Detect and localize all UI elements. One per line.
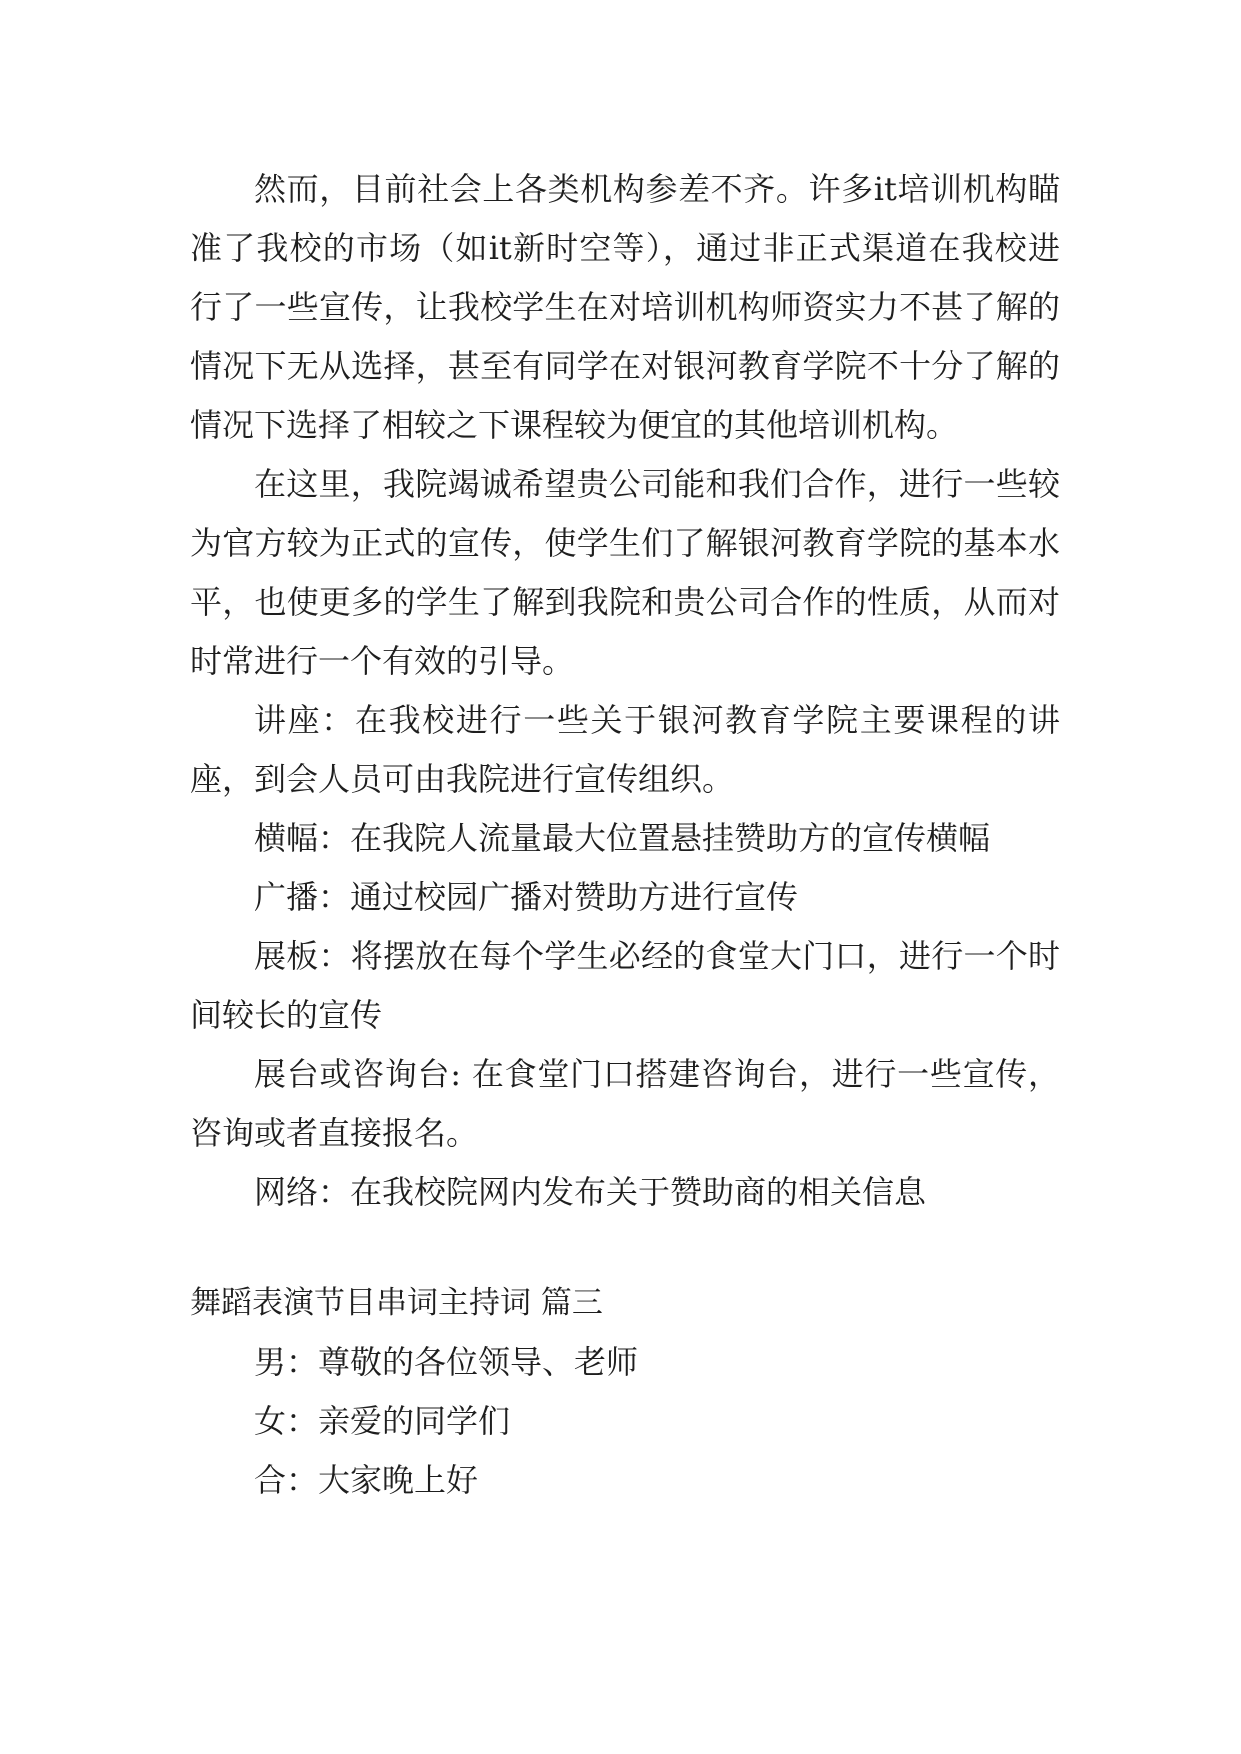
host-line-female: 女：亲爱的同学们: [254, 1402, 511, 1440]
document-body: [190, 160, 1060, 1510]
paragraph-consultation-desk: 展台或咨询台: 在食堂门口搭建咨询台，进行一些宣传，咨询或者直接报名。: [190, 1055, 1060, 1152]
host-line-together: 合：大家晚上好: [254, 1461, 479, 1499]
paragraph-broadcast: 广播：通过校园广播对赞助方进行宣传: [254, 878, 799, 916]
paragraph-banner: 横幅：在我院人流量最大位置悬挂赞助方的宣传横幅: [254, 819, 991, 857]
section-heading: 舞蹈表演节目串词主持词 篇三: [190, 1285, 603, 1321]
paragraph-lecture: 讲座：在我校进行一些关于银河教育学院主要课程的讲座，到会人员可由我院进行宣传组织。: [190, 701, 1060, 798]
host-line-male: 男：尊敬的各位领导、老师: [254, 1343, 639, 1381]
paragraph-display-board: 展板：将摆放在每个学生必经的食堂大门口，进行一个时间较长的宣传: [190, 937, 1060, 1034]
paragraph-cooperation-request: 在这里，我院竭诚希望贵公司能和我们合作，进行一些较为官方较为正式的宣传，使学生们了解银河教育学院的基本水平，也使更多的学生了解到我院和贵公司合作的性质，从而对时常进行一个有效的引导。: [190, 465, 1060, 680]
paragraph-market-situation: 然而，目前社会上各类机构参差不齐。许多it培训机构瞄准了我校的市场（如it新时空等），通过非正式渠道在我校进行了一些宣传，让我校学生在对培训机构师资实力不甚了解的情况下无从选择，甚至有同学在对银河教育学院不十分了解的情况下选择了相较之下课程较为便宜的其他培训机构。: [190, 170, 1060, 444]
paragraph-network: 网络：在我校院网内发布关于赞助商的相关信息: [254, 1173, 927, 1211]
